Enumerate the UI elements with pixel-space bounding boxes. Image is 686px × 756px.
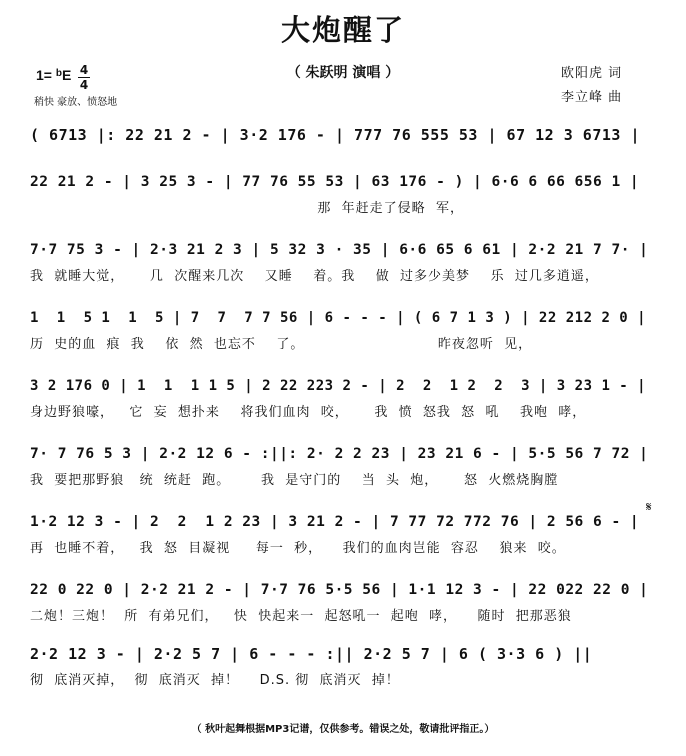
note-row: 22 21 2 - | 3 25 3 - | 77 76 55 53 | 63 176 - ) | 6·6 6 66 656 1 | (30, 174, 640, 190)
staff-line (30, 444, 658, 492)
note-row: 1 1 5 1 1 5 | 7 7 7 7 56 | 6 - - - | ( 6 7 1 3 ) | 22 212 2 0 | (30, 310, 647, 326)
segno-sign: 𝄋 (646, 500, 652, 515)
key-signature (36, 67, 71, 83)
lyric-row: 我 要把那野狼 统 统赶 跑。 我 是守门的 当 头 炮， 怒 火燃烧胸膛 (30, 473, 559, 488)
staff-line (30, 580, 658, 628)
note-row: 7·7 75 3 - | 2·3 21 2 3 | 5 32 3 · 35 | 6·6 65 6 61 | 2·2 21 7 7· | (30, 242, 649, 258)
lyric-row: 再 也睡不着， 我 怒 目凝视 每一 秒， 我们的血肉岂能 容忍 狼来 咬。 (30, 541, 566, 556)
staff-line (30, 240, 658, 288)
lyric-row: 历 史的血 痕 我 依 然 也忘不 了。 昨夜忽听 见， (30, 337, 533, 352)
note-row: 22 0 22 0 | 2·2 21 2 - | 7·7 76 5·5 56 | 1·1 12 3 - | 22 022 22 0 | (30, 582, 649, 598)
staff-line (30, 172, 658, 220)
staff-line (30, 644, 658, 692)
flat-sign: b (55, 68, 62, 79)
lyric-row: 二炮！三炮！ 所 有弟兄们， 快 快起来一 起怒吼一 起咆 哮， 随时 把那恶狼 (30, 609, 572, 624)
note-row: 3 2 176 0 | 1 1 1 1 5 | 2 22 223 2 - | 2 2 1 2 2 3 | 3 23 1 - | (30, 378, 647, 394)
staff-line (30, 125, 658, 173)
note-row: 7· 7 76 5 3 | 2·2 12 6 - :||: 2· 2 2 23 | 23 21 6 - | 5·5 56 7 72 | (30, 446, 649, 462)
lyricist-credit: 欧阳虎 词 (561, 66, 623, 81)
note-row: ( 6713 |: 22 21 2 - | 3·2 176 - | 777 76 555 53 | 67 12 3 6713 | (30, 126, 640, 144)
singer-credit: （ 朱跃明 演唱 ） (286, 65, 400, 81)
song-title: 大炮醒了 (280, 13, 405, 47)
lyric-row: 那 年赶走了侵略 军， (30, 201, 464, 216)
lyric-row: 身边野狼嚎， 它 妄 想扑来 将我们血肉 咬， 我 愤 怒我 怒 吼 我咆 哮， (30, 405, 587, 420)
note-row: 1·2 12 3 - | 2 2 1 2 23 | 3 21 2 - | 7 77 72 772 76 | 2 56 6 - | (30, 514, 640, 530)
time-signature-bottom: 4 (79, 78, 89, 92)
lyric-row (30, 151, 658, 173)
staff-line (30, 376, 658, 424)
key-prefix: 1= (36, 67, 56, 83)
time-signature-top: 4 (79, 63, 89, 77)
lyric-row: 彻 底消灭掉， 彻 底消灭 掉！ D.S. 彻 底消灭 掉！ (30, 673, 400, 688)
composer-credit: 李立峰 曲 (561, 90, 623, 105)
key-note: E (61, 67, 72, 83)
staff-line (30, 512, 658, 560)
staff-line (30, 308, 658, 356)
note-row: 2·2 12 3 - | 2·2 5 7 | 6 - - - :|| 2·2 5 7 | 6 ( 3·3 6 ) || (30, 645, 593, 663)
time-signature (78, 64, 90, 91)
lyric-row: 我 就睡大觉， 几 次醒来几次 又睡 着。我 做 过多少美梦 乐 过几多逍遥， (30, 269, 599, 284)
transcription-note: （ 秋叶起舞根据MP3记谱，仅供参考。错误之处，敬请批评指正。） (191, 724, 495, 735)
tempo-marking: 稍快 豪放、愤怒地 (34, 97, 118, 108)
